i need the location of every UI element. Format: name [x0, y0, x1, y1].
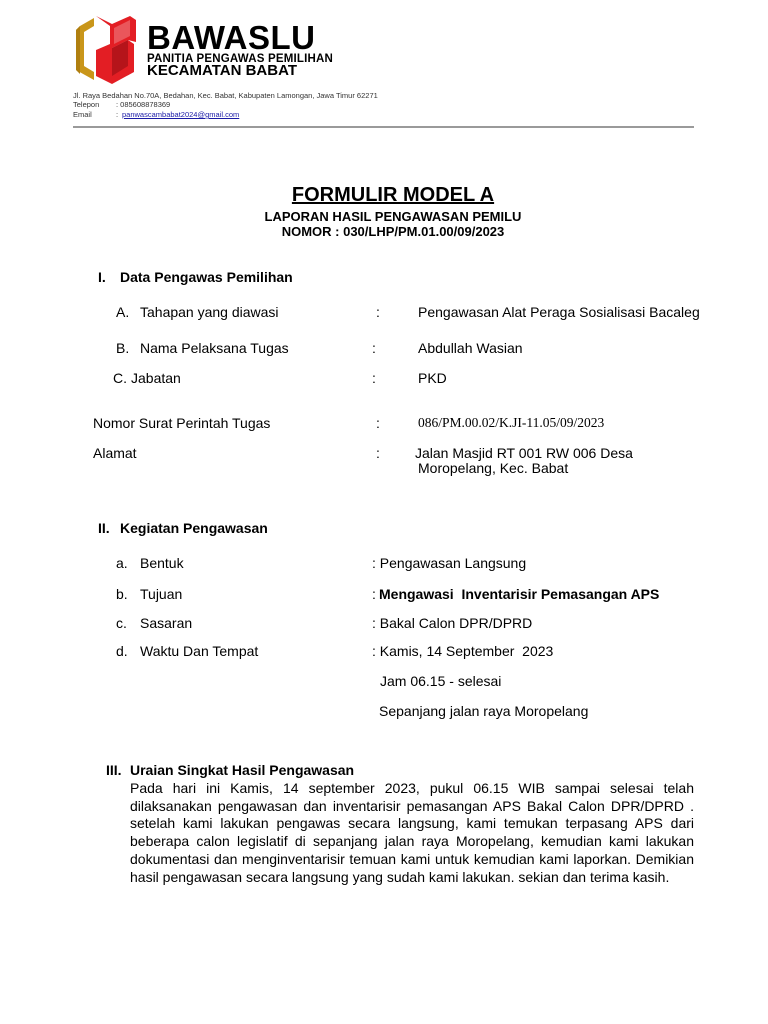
section2-row-value: : Pengawasan Langsung — [372, 555, 527, 571]
section2-row-label: Waktu Dan Tempat — [140, 643, 259, 659]
alamat-label: Alamat — [93, 445, 137, 461]
surat-tugas-label: Nomor Surat Perintah Tugas — [93, 415, 271, 431]
alamat-value-line1: Jalan Masjid RT 001 RW 006 Desa — [415, 445, 633, 461]
letterhead-divider — [73, 126, 694, 128]
activity-time: Jam 06.15 - selesai — [380, 673, 502, 689]
section2-row-mark: b. — [116, 586, 128, 602]
section1-row-value: Abdullah Wasian — [418, 340, 523, 356]
org-subtitle: PANITIA PENGAWAS PEMILIHAN — [147, 53, 334, 65]
activity-place: Sepanjang jalan raya Moropelang — [379, 703, 589, 719]
section1-row-value: Pengawasan Alat Peraga Sosialisasi Bacaleg — [418, 304, 700, 320]
alamat-sep: : — [376, 445, 380, 461]
org-district: KECAMATAN BABAT — [147, 62, 297, 79]
section1-row-value: PKD — [418, 370, 447, 386]
section2-row-label: Bentuk — [140, 555, 184, 571]
section3-number: III. — [106, 762, 122, 778]
section1-row-mark: C. — [113, 370, 127, 386]
section2-row-sep: : — [372, 586, 376, 602]
section2-heading: Kegiatan Pengawasan — [120, 520, 268, 536]
org-email-sep: : — [116, 110, 119, 119]
section1-row-mark: B. — [116, 340, 130, 356]
alamat-value-line2: Moropelang, Kec. Babat — [418, 460, 569, 476]
section1-row-mark: A. — [116, 304, 130, 320]
bawaslu-logo — [72, 14, 140, 89]
section3-heading: Uraian Singkat Hasil Pengawasan — [130, 762, 355, 778]
report-summary-paragraph: Pada hari ini Kamis, 14 september 2023, pukul 06.15 WIB sampai selesai telah dilaksanakan pengawasan dan inventarisir pemasangan APS Bakal Calon DPR/DPRD . setelah kami lakukan pengawas secara langsung, kami temukan terpasang APS dari beberapa calon legislatif di sepanjang jalan raya Moropelang, kemudian kami lakukan dokumentasi dan menginventarisir temuan kami untuk kemudian kami laporkan. Demikian hasil pengawasan secara langsung yang sudah kami lakukan. sekian dan terima kasih. — [130, 780, 694, 885]
org-name: BAWASLU — [147, 19, 316, 56]
section2-row-mark: a. — [116, 555, 128, 571]
section1-heading: Data Pengawas Pemilihan — [120, 269, 293, 285]
section2-number: II. — [98, 520, 110, 536]
form-subtitle: LAPORAN HASIL PENGAWASAN PEMILU — [264, 209, 522, 224]
surat-tugas-value: 086/PM.00.02/K.JI-11.05/09/2023 — [418, 415, 605, 430]
org-email-link[interactable]: panwascambabat2024@gmail.com — [122, 110, 240, 119]
form-title: FORMULIR MODEL A — [291, 184, 495, 206]
org-email-label: Email — [73, 110, 92, 119]
section1-row-sep: : — [372, 340, 376, 356]
section1-row-label: Tahapan yang diawasi — [140, 304, 279, 320]
section2-row-label: Sasaran — [140, 615, 193, 631]
section1-row-label: Jabatan — [131, 370, 181, 386]
section2-row-value: Mengawasi Inventarisir Pemasangan APS — [379, 586, 660, 602]
org-phone: : 085608878369 — [116, 100, 171, 109]
surat-tugas-sep: : — [376, 415, 380, 431]
section2-row-mark: d. — [116, 643, 128, 659]
section2-row-mark: c. — [116, 615, 127, 631]
section2-row-label: Tujuan — [140, 586, 183, 602]
section2-row-value: : Kamis, 14 September 2023 — [372, 643, 554, 659]
org-address: Jl. Raya Bedahan No.70A, Bedahan, Kec. Babat, Kabupaten Lamongan, Jawa Timur 62271 — [73, 91, 378, 100]
section1-number: I. — [98, 269, 106, 285]
org-phone-label: Telepon — [73, 100, 100, 109]
section1-row-sep: : — [376, 304, 380, 320]
section2-row-value: : Bakal Calon DPR/DPRD — [372, 615, 533, 631]
section1-row-sep: : — [372, 370, 376, 386]
form-number: NOMOR : 030/LHP/PM.01.00/09/2023 — [281, 224, 505, 239]
section1-row-label: Nama Pelaksana Tugas — [140, 340, 289, 356]
